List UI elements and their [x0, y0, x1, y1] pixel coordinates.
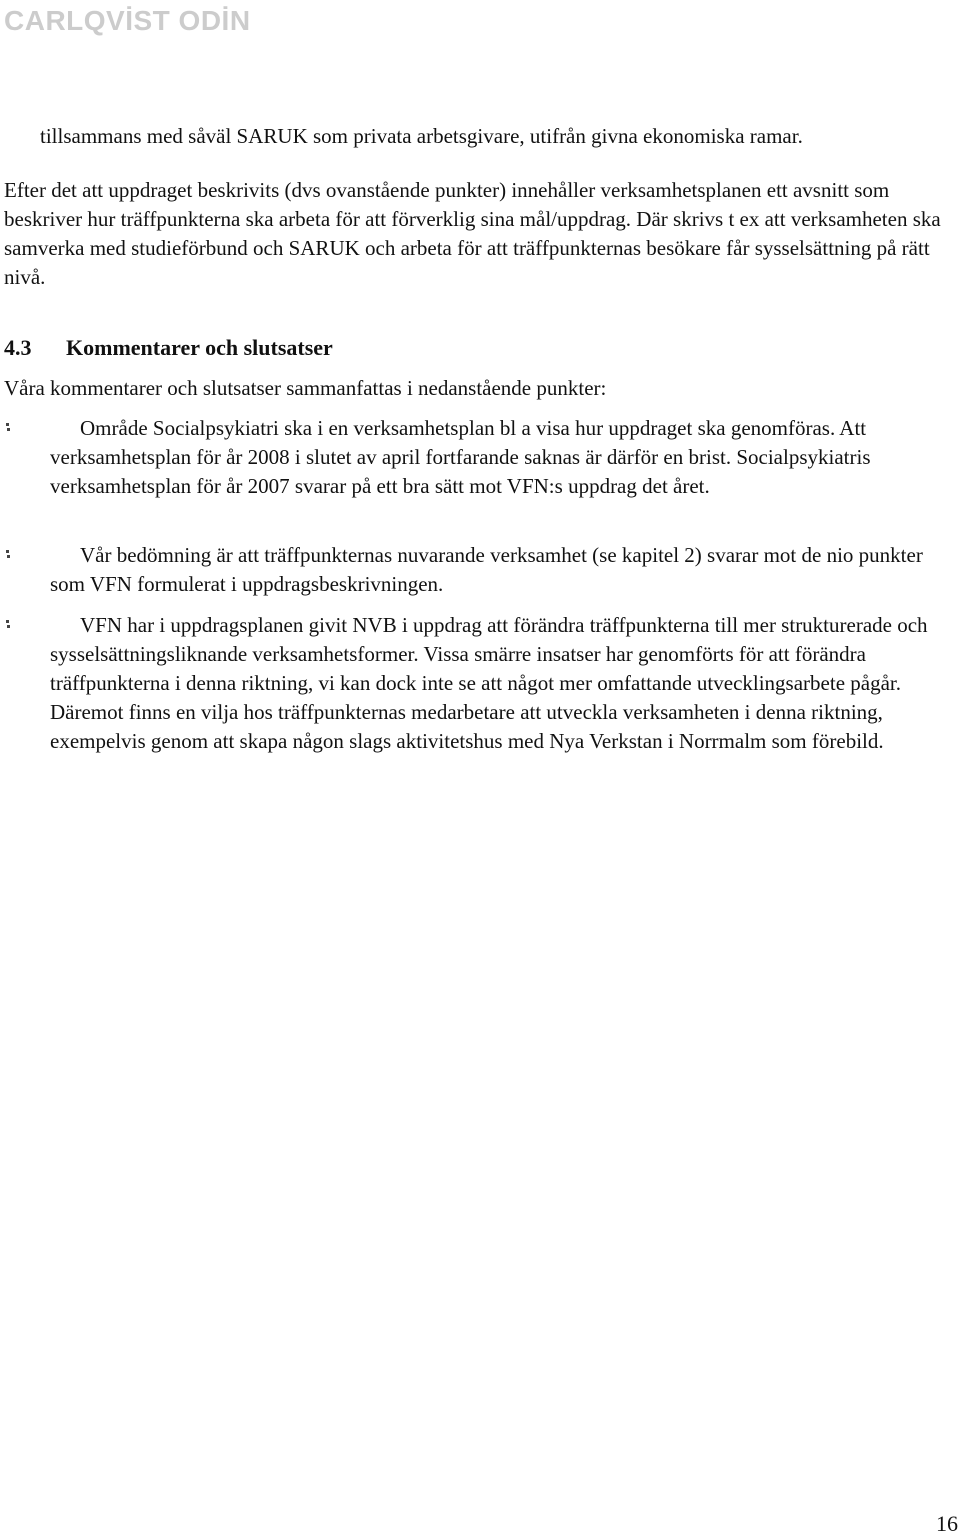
page-number: 16: [936, 1511, 958, 1536]
company-logo: CARLQVİST ODİN: [4, 5, 251, 36]
list-item-text: VFN har i uppdragsplanen givit NVB i uppdrag att förändra träffpunkterna till mer strukturerade och sysselsättningsliknande verksamhetsformer. Vissa smärre insatser har genomförts för att förändra träffpunkterna i denna riktning, vi kan dock inte se att något mer omfattande utvecklingsarbete pågår. Däremot finns en vilja hos träffpunkternas medarbetare att utveckla verksamheten i denna riktning, exempelvis genom att skapa någon slags aktivitetshus med Nya Verkstan i Norrmalm som förebild.: [50, 613, 928, 753]
bullet-icon: [6, 620, 10, 632]
section-number: 4.3: [4, 335, 32, 360]
bullet-icon: [6, 423, 10, 435]
section-title: Kommentarer och slutsatser: [66, 335, 333, 360]
intro-paragraph: Våra kommentarer och slutsatser sammanfattas i nedanstående punkter:: [4, 376, 607, 400]
plan-paragraph: Efter det att uppdraget beskrivits (dvs ovanstående punkter) innehåller verksamhetsplanen ett avsnitt som beskriver hur träffpunkterna ska arbeta för att förverklig sina mål/uppdrag. Där skrivs t ex att verksamheten ska samverka med studieförbund och SARUK och arbeta för att träffpunkternas besökare får sysselsättning på rätt nivå.: [4, 178, 941, 289]
section-heading: [4, 333, 333, 362]
list-item-text: Vår bedömning är att träffpunkternas nuvarande verksamhet (se kapitel 2) svarar mot de nio punkter som VFN formulerat i uppdragsbeskrivningen.: [50, 543, 923, 596]
list-item-text: Område Socialpsykiatri ska i en verksamhetsplan bl a visa hur uppdraget ska genomföras. Att verksamhetsplan för år 2008 i slutet av april fortfarande saknas är därför en brist. Socialpsykiatris verksamhetsplan för år 2007 svarar på ett bra sätt mot VFN:s uppdrag det året.: [50, 416, 871, 498]
continuation-paragraph: tillsammans med såväl SARUK som privata arbetsgivare, utifrån givna ekonomiska ramar.: [40, 124, 803, 148]
bullet-icon: [6, 550, 10, 562]
